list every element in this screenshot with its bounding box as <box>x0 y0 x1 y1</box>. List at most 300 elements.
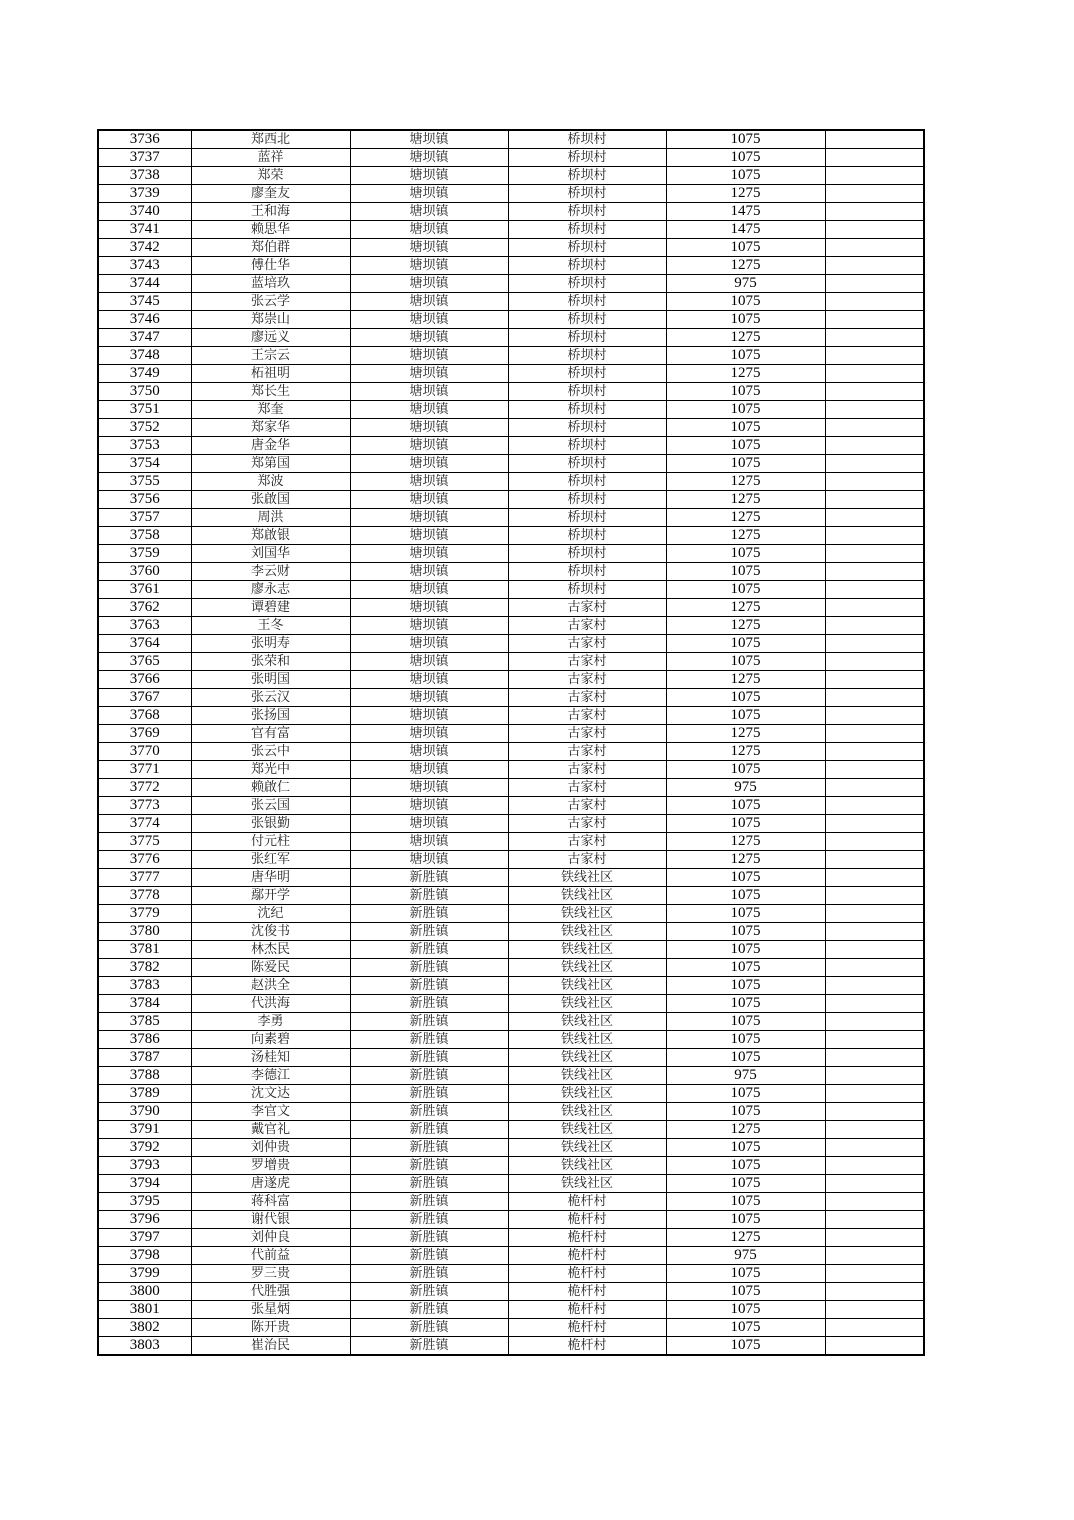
table-row <box>98 1211 924 1229</box>
table-row <box>98 329 924 347</box>
remark-cell <box>825 130 924 149</box>
table-row <box>98 1283 924 1301</box>
remark-cell <box>825 1247 924 1265</box>
amount-cell: 1275 <box>666 527 825 545</box>
name-cell: 谢代银 <box>191 1211 350 1229</box>
name-cell: 王冬 <box>191 617 350 635</box>
village-cell: 古家村 <box>508 707 666 725</box>
table-row <box>98 1013 924 1031</box>
table-row <box>98 1229 924 1247</box>
table-row <box>98 725 924 743</box>
amount-cell: 1075 <box>666 653 825 671</box>
village-cell: 铁线社区 <box>508 1121 666 1139</box>
table-row <box>98 1139 924 1157</box>
village-cell: 桥坝村 <box>508 563 666 581</box>
row-number-cell: 3795 <box>98 1193 191 1211</box>
name-cell: 郑光中 <box>191 761 350 779</box>
name-cell: 郑崇山 <box>191 311 350 329</box>
amount-cell: 1075 <box>666 797 825 815</box>
row-number-cell: 3743 <box>98 257 191 275</box>
town-cell: 塘坝镇 <box>350 239 508 257</box>
name-cell: 向素碧 <box>191 1031 350 1049</box>
remark-cell <box>825 1085 924 1103</box>
remark-cell <box>825 743 924 761</box>
village-cell: 古家村 <box>508 689 666 707</box>
amount-cell: 1075 <box>666 761 825 779</box>
name-cell: 陈爱民 <box>191 959 350 977</box>
amount-cell: 1075 <box>666 311 825 329</box>
table-row <box>98 293 924 311</box>
table-body <box>98 130 924 1355</box>
name-cell: 傅仕华 <box>191 257 350 275</box>
village-cell: 古家村 <box>508 743 666 761</box>
amount-cell: 1075 <box>666 545 825 563</box>
table-row <box>98 815 924 833</box>
name-cell: 崔治民 <box>191 1337 350 1356</box>
name-cell: 张扬国 <box>191 707 350 725</box>
table-row <box>98 473 924 491</box>
village-cell: 桥坝村 <box>508 347 666 365</box>
remark-cell <box>825 1319 924 1337</box>
village-cell: 桥坝村 <box>508 365 666 383</box>
table-row <box>98 167 924 185</box>
village-cell: 古家村 <box>508 635 666 653</box>
name-cell: 唐金华 <box>191 437 350 455</box>
row-number-cell: 3797 <box>98 1229 191 1247</box>
village-cell: 桥坝村 <box>508 221 666 239</box>
row-number-cell: 3760 <box>98 563 191 581</box>
remark-cell <box>825 635 924 653</box>
row-number-cell: 3763 <box>98 617 191 635</box>
name-cell: 郑奎 <box>191 401 350 419</box>
remark-cell <box>825 905 924 923</box>
table-row <box>98 689 924 707</box>
village-cell: 桥坝村 <box>508 293 666 311</box>
town-cell: 新胜镇 <box>350 1319 508 1337</box>
village-cell: 桥坝村 <box>508 401 666 419</box>
table-row <box>98 743 924 761</box>
village-cell: 桥坝村 <box>508 185 666 203</box>
remark-cell <box>825 221 924 239</box>
town-cell: 新胜镇 <box>350 941 508 959</box>
town-cell: 新胜镇 <box>350 1139 508 1157</box>
amount-cell: 1075 <box>666 1013 825 1031</box>
row-number-cell: 3802 <box>98 1319 191 1337</box>
amount-cell: 1275 <box>666 725 825 743</box>
table-row <box>98 1301 924 1319</box>
town-cell: 新胜镇 <box>350 1229 508 1247</box>
row-number-cell: 3803 <box>98 1337 191 1356</box>
row-number-cell: 3749 <box>98 365 191 383</box>
row-number-cell: 3796 <box>98 1211 191 1229</box>
amount-cell: 1075 <box>666 383 825 401</box>
row-number-cell: 3798 <box>98 1247 191 1265</box>
village-cell: 铁线社区 <box>508 1013 666 1031</box>
table-row <box>98 401 924 419</box>
row-number-cell: 3777 <box>98 869 191 887</box>
name-cell: 刘仲良 <box>191 1229 350 1247</box>
remark-cell <box>825 491 924 509</box>
table-row <box>98 671 924 689</box>
amount-cell: 1075 <box>666 923 825 941</box>
amount-cell: 1275 <box>666 1229 825 1247</box>
table-row <box>98 635 924 653</box>
row-number-cell: 3769 <box>98 725 191 743</box>
name-cell: 张银勤 <box>191 815 350 833</box>
table-row <box>98 761 924 779</box>
remark-cell <box>825 959 924 977</box>
amount-cell: 1275 <box>666 185 825 203</box>
remark-cell <box>825 869 924 887</box>
table-row <box>98 959 924 977</box>
amount-cell: 1075 <box>666 869 825 887</box>
table-row <box>98 419 924 437</box>
table-row <box>98 311 924 329</box>
table-row <box>98 239 924 257</box>
village-cell: 古家村 <box>508 815 666 833</box>
town-cell: 新胜镇 <box>350 1121 508 1139</box>
table-row <box>98 923 924 941</box>
table-row <box>98 905 924 923</box>
village-cell: 铁线社区 <box>508 905 666 923</box>
remark-cell <box>825 1139 924 1157</box>
town-cell: 塘坝镇 <box>350 130 508 149</box>
row-number-cell: 3766 <box>98 671 191 689</box>
table-row <box>98 1265 924 1283</box>
village-cell: 桥坝村 <box>508 527 666 545</box>
table-row <box>98 257 924 275</box>
town-cell: 塘坝镇 <box>350 491 508 509</box>
town-cell: 塘坝镇 <box>350 815 508 833</box>
row-number-cell: 3788 <box>98 1067 191 1085</box>
town-cell: 新胜镇 <box>350 1175 508 1193</box>
remark-cell <box>825 1121 924 1139</box>
remark-cell <box>825 419 924 437</box>
town-cell: 塘坝镇 <box>350 203 508 221</box>
name-cell: 郑家华 <box>191 419 350 437</box>
table-row <box>98 833 924 851</box>
table-row <box>98 149 924 167</box>
amount-cell: 1075 <box>666 707 825 725</box>
table-row <box>98 617 924 635</box>
row-number-cell: 3745 <box>98 293 191 311</box>
village-cell: 桅杆村 <box>508 1229 666 1247</box>
name-cell: 李勇 <box>191 1013 350 1031</box>
name-cell: 林杰民 <box>191 941 350 959</box>
village-cell: 古家村 <box>508 761 666 779</box>
table-row <box>98 1103 924 1121</box>
table-row <box>98 347 924 365</box>
name-cell: 代前益 <box>191 1247 350 1265</box>
village-cell: 桥坝村 <box>508 329 666 347</box>
amount-cell: 1075 <box>666 1157 825 1175</box>
name-cell: 赵洪全 <box>191 977 350 995</box>
amount-cell: 1075 <box>666 239 825 257</box>
town-cell: 新胜镇 <box>350 1067 508 1085</box>
town-cell: 新胜镇 <box>350 1031 508 1049</box>
amount-cell: 1075 <box>666 455 825 473</box>
row-number-cell: 3758 <box>98 527 191 545</box>
town-cell: 新胜镇 <box>350 1193 508 1211</box>
table-row <box>98 1031 924 1049</box>
row-number-cell: 3772 <box>98 779 191 797</box>
row-number-cell: 3783 <box>98 977 191 995</box>
name-cell: 刘国华 <box>191 545 350 563</box>
town-cell: 新胜镇 <box>350 869 508 887</box>
amount-cell: 1075 <box>666 293 825 311</box>
name-cell: 沈纪 <box>191 905 350 923</box>
table-row <box>98 1337 924 1356</box>
remark-cell <box>825 671 924 689</box>
table-row <box>98 1319 924 1337</box>
row-number-cell: 3756 <box>98 491 191 509</box>
row-number-cell: 3781 <box>98 941 191 959</box>
table-row <box>98 1175 924 1193</box>
name-cell: 王宗云 <box>191 347 350 365</box>
row-number-cell: 3757 <box>98 509 191 527</box>
village-cell: 铁线社区 <box>508 1049 666 1067</box>
remark-cell <box>825 473 924 491</box>
village-cell: 古家村 <box>508 653 666 671</box>
name-cell: 汤桂知 <box>191 1049 350 1067</box>
town-cell: 新胜镇 <box>350 1013 508 1031</box>
name-cell: 李云财 <box>191 563 350 581</box>
remark-cell <box>825 401 924 419</box>
amount-cell: 1075 <box>666 941 825 959</box>
town-cell: 新胜镇 <box>350 1283 508 1301</box>
row-number-cell: 3761 <box>98 581 191 599</box>
remark-cell <box>825 329 924 347</box>
village-cell: 桅杆村 <box>508 1193 666 1211</box>
village-cell: 铁线社区 <box>508 887 666 905</box>
remark-cell <box>825 887 924 905</box>
village-cell: 桥坝村 <box>508 311 666 329</box>
town-cell: 塘坝镇 <box>350 365 508 383</box>
table-row <box>98 599 924 617</box>
row-number-cell: 3768 <box>98 707 191 725</box>
town-cell: 新胜镇 <box>350 977 508 995</box>
name-cell: 廖永志 <box>191 581 350 599</box>
row-number-cell: 3794 <box>98 1175 191 1193</box>
village-cell: 桥坝村 <box>508 437 666 455</box>
row-number-cell: 3744 <box>98 275 191 293</box>
row-number-cell: 3789 <box>98 1085 191 1103</box>
row-number-cell: 3737 <box>98 149 191 167</box>
amount-cell: 1075 <box>666 1301 825 1319</box>
row-number-cell: 3787 <box>98 1049 191 1067</box>
name-cell: 郑波 <box>191 473 350 491</box>
row-number-cell: 3739 <box>98 185 191 203</box>
remark-cell <box>825 347 924 365</box>
amount-cell: 975 <box>666 779 825 797</box>
town-cell: 塘坝镇 <box>350 797 508 815</box>
amount-cell: 1275 <box>666 329 825 347</box>
village-cell: 桥坝村 <box>508 419 666 437</box>
name-cell: 代洪海 <box>191 995 350 1013</box>
town-cell: 塘坝镇 <box>350 311 508 329</box>
table-row <box>98 1085 924 1103</box>
town-cell: 塘坝镇 <box>350 275 508 293</box>
village-cell: 古家村 <box>508 617 666 635</box>
amount-cell: 1075 <box>666 437 825 455</box>
town-cell: 塘坝镇 <box>350 167 508 185</box>
name-cell: 罗三贵 <box>191 1265 350 1283</box>
row-number-cell: 3741 <box>98 221 191 239</box>
village-cell: 古家村 <box>508 779 666 797</box>
name-cell: 张啟国 <box>191 491 350 509</box>
remark-cell <box>825 509 924 527</box>
village-cell: 铁线社区 <box>508 1103 666 1121</box>
remark-cell <box>825 851 924 869</box>
amount-cell: 1075 <box>666 1085 825 1103</box>
village-cell: 古家村 <box>508 671 666 689</box>
amount-cell: 1075 <box>666 1319 825 1337</box>
name-cell: 张荣和 <box>191 653 350 671</box>
row-number-cell: 3748 <box>98 347 191 365</box>
row-number-cell: 3786 <box>98 1031 191 1049</box>
table-row <box>98 545 924 563</box>
table-row <box>98 437 924 455</box>
amount-cell: 1275 <box>666 473 825 491</box>
name-cell: 张云中 <box>191 743 350 761</box>
remark-cell <box>825 563 924 581</box>
table-row <box>98 491 924 509</box>
amount-cell: 975 <box>666 275 825 293</box>
row-number-cell: 3767 <box>98 689 191 707</box>
row-number-cell: 3740 <box>98 203 191 221</box>
remark-cell <box>825 545 924 563</box>
row-number-cell: 3801 <box>98 1301 191 1319</box>
amount-cell: 1075 <box>666 815 825 833</box>
village-cell: 古家村 <box>508 833 666 851</box>
village-cell: 古家村 <box>508 851 666 869</box>
table-row <box>98 203 924 221</box>
name-cell: 罗增贵 <box>191 1157 350 1175</box>
town-cell: 新胜镇 <box>350 923 508 941</box>
amount-cell: 1075 <box>666 581 825 599</box>
amount-cell: 1275 <box>666 365 825 383</box>
remark-cell <box>825 779 924 797</box>
table-row <box>98 383 924 401</box>
table-row <box>98 1121 924 1139</box>
name-cell: 张明国 <box>191 671 350 689</box>
amount-cell: 1075 <box>666 977 825 995</box>
village-cell: 桥坝村 <box>508 491 666 509</box>
town-cell: 新胜镇 <box>350 1085 508 1103</box>
name-cell: 沈文达 <box>191 1085 350 1103</box>
row-number-cell: 3790 <box>98 1103 191 1121</box>
row-number-cell: 3774 <box>98 815 191 833</box>
row-number-cell: 3762 <box>98 599 191 617</box>
table-row <box>98 509 924 527</box>
amount-cell: 1075 <box>666 1211 825 1229</box>
village-cell: 桅杆村 <box>508 1301 666 1319</box>
remark-cell <box>825 203 924 221</box>
remark-cell <box>825 1301 924 1319</box>
amount-cell: 1075 <box>666 887 825 905</box>
amount-cell: 1275 <box>666 833 825 851</box>
name-cell: 郑第国 <box>191 455 350 473</box>
village-cell: 桥坝村 <box>508 509 666 527</box>
amount-cell: 1075 <box>666 1031 825 1049</box>
town-cell: 塘坝镇 <box>350 743 508 761</box>
remark-cell <box>825 455 924 473</box>
town-cell: 塘坝镇 <box>350 689 508 707</box>
town-cell: 塘坝镇 <box>350 563 508 581</box>
town-cell: 塘坝镇 <box>350 347 508 365</box>
table-row <box>98 869 924 887</box>
name-cell: 郑西北 <box>191 130 350 149</box>
amount-cell: 1075 <box>666 149 825 167</box>
amount-cell: 1275 <box>666 1121 825 1139</box>
amount-cell: 975 <box>666 1247 825 1265</box>
amount-cell: 1075 <box>666 419 825 437</box>
village-cell: 桥坝村 <box>508 239 666 257</box>
village-cell: 铁线社区 <box>508 923 666 941</box>
row-number-cell: 3773 <box>98 797 191 815</box>
table-row <box>98 365 924 383</box>
row-number-cell: 3765 <box>98 653 191 671</box>
row-number-cell: 3782 <box>98 959 191 977</box>
village-cell: 桥坝村 <box>508 383 666 401</box>
remark-cell <box>825 527 924 545</box>
village-cell: 桥坝村 <box>508 167 666 185</box>
town-cell: 塘坝镇 <box>350 599 508 617</box>
remark-cell <box>825 437 924 455</box>
town-cell: 塘坝镇 <box>350 671 508 689</box>
village-cell: 铁线社区 <box>508 959 666 977</box>
town-cell: 新胜镇 <box>350 1265 508 1283</box>
village-cell: 铁线社区 <box>508 977 666 995</box>
amount-cell: 1075 <box>666 689 825 707</box>
village-cell: 铁线社区 <box>508 1139 666 1157</box>
name-cell: 郑伯群 <box>191 239 350 257</box>
amount-cell: 1275 <box>666 509 825 527</box>
remark-cell <box>825 617 924 635</box>
table-row <box>98 1067 924 1085</box>
village-cell: 桅杆村 <box>508 1265 666 1283</box>
remark-cell <box>825 653 924 671</box>
amount-cell: 1275 <box>666 617 825 635</box>
village-cell: 桥坝村 <box>508 581 666 599</box>
village-cell: 桥坝村 <box>508 257 666 275</box>
remark-cell <box>825 275 924 293</box>
row-number-cell: 3800 <box>98 1283 191 1301</box>
row-number-cell: 3784 <box>98 995 191 1013</box>
town-cell: 新胜镇 <box>350 1211 508 1229</box>
remark-cell <box>825 383 924 401</box>
town-cell: 塘坝镇 <box>350 779 508 797</box>
amount-cell: 1275 <box>666 851 825 869</box>
table-row <box>98 797 924 815</box>
amount-cell: 1075 <box>666 401 825 419</box>
village-cell: 桥坝村 <box>508 130 666 149</box>
amount-cell: 1075 <box>666 635 825 653</box>
row-number-cell: 3751 <box>98 401 191 419</box>
table-row <box>98 275 924 293</box>
village-cell: 桅杆村 <box>508 1211 666 1229</box>
town-cell: 新胜镇 <box>350 1301 508 1319</box>
table-row <box>98 1157 924 1175</box>
row-number-cell: 3755 <box>98 473 191 491</box>
town-cell: 新胜镇 <box>350 905 508 923</box>
table-row <box>98 779 924 797</box>
name-cell: 唐华明 <box>191 869 350 887</box>
name-cell: 张红军 <box>191 851 350 869</box>
remark-cell <box>825 1229 924 1247</box>
remark-cell <box>825 1049 924 1067</box>
remark-cell <box>825 977 924 995</box>
